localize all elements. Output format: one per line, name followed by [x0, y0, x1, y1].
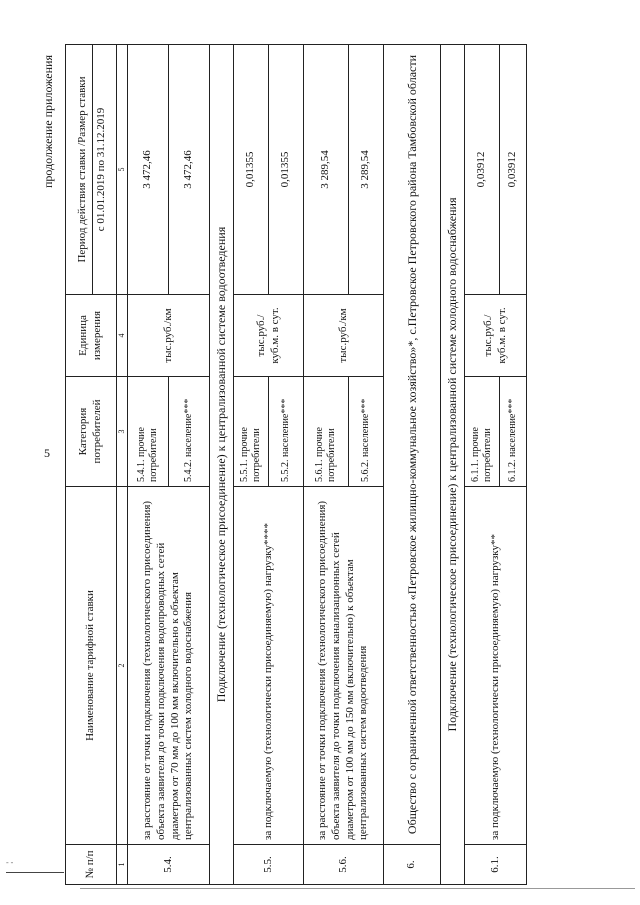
organization-name: Общество с ограниченной ответственностью «Петровское жилищно-коммунальное хозяйство»*, с.Петровское Петровского района Тамбовской области	[384, 45, 441, 845]
row-name: за подключаемую (технологически присоединяемую) нагрузку**	[465, 487, 527, 845]
row-value: 0,03912	[500, 45, 527, 295]
row-value: 3 289,54	[304, 45, 349, 295]
row-number: 6.1.	[465, 845, 527, 885]
row-unit: тыс.руб./км	[304, 295, 384, 377]
index-3: 3	[117, 377, 128, 487]
row-category: 5.5.2. население***	[269, 377, 304, 487]
row-unit: тыс.руб./ куб.м. в сут.	[234, 295, 304, 377]
row-category: 6.1.1. прочие потребители	[465, 377, 500, 487]
table-row	[128, 45, 169, 885]
scan-artifact-line	[6, 872, 64, 873]
row-value: 0,01355	[269, 45, 304, 295]
index-row	[117, 45, 128, 885]
header-num: № п/п	[66, 845, 117, 885]
row-name: за подключаемую (технологически присоединяемую) нагрузку****	[234, 487, 304, 845]
table-row	[304, 45, 349, 885]
index-4: 4	[117, 295, 128, 377]
row-value: 0,03912	[465, 45, 500, 295]
index-5: 5	[117, 45, 128, 295]
header-name: Наименование тарифной ставки	[66, 487, 117, 845]
organization-row	[384, 45, 441, 885]
row-unit: тыс.руб./км	[128, 295, 210, 377]
row-category: 5.4.1. прочие потребители	[128, 377, 169, 487]
section-row	[441, 45, 465, 885]
row-name: за расстояние от точки подключения (технологического присоединения) объекта заявителя до точки подключения водопроводных сетей диаметром от 70 мм до 100 мм включительно к объектам централизованных систем холодного водоснабжения	[128, 487, 210, 845]
tariff-table	[65, 44, 527, 885]
section-title-drainage: Подключение (технологическое присоединение) к централизованной системе водоотведения	[210, 45, 234, 885]
row-name: за расстояние от точки подключения (технологического присоединения) объекта заявителя до точки подключения канализационных сетей диаметром от 100 мм до 150 мм (включительно) к объектам централизованных систем водоотведения	[304, 487, 384, 845]
index-2: 2	[117, 487, 128, 845]
section-row	[210, 45, 234, 885]
row-unit: тыс.руб./ куб.м. в сут.	[465, 295, 527, 377]
row-value: 3 472,46	[169, 45, 210, 295]
row-category: 5.4.2. население***	[169, 377, 210, 487]
continuation-caption: продолжение приложения	[41, 55, 55, 188]
rotated-tariff-sheet	[41, 45, 575, 885]
row-number: 5.6.	[304, 845, 384, 885]
index-1: 1	[117, 845, 128, 885]
scan-bottom-line	[80, 888, 635, 889]
header-period-range: с 01.01.2019 по 31.12.2019	[92, 45, 109, 294]
section-title-water: Подключение (технологическое присоединение) к централизованной системе холодного водоснабжения	[441, 45, 465, 885]
row-category: 5.5.1. прочие потребители	[234, 377, 269, 487]
row-value: 3 472,46	[128, 45, 169, 295]
table-row	[465, 45, 500, 885]
header-row	[66, 45, 117, 885]
header-period	[66, 45, 117, 295]
row-number: 6.	[384, 845, 441, 885]
scan-artifact: - -	[6, 858, 14, 867]
header-period-label: Период действия ставки /Размер ставки	[75, 76, 88, 263]
table-row	[234, 45, 269, 885]
row-value: 0,01355	[234, 45, 269, 295]
row-number: 5.4.	[128, 845, 210, 885]
page-number: 5	[44, 446, 50, 460]
row-category: 5.6.2. население***	[349, 377, 384, 487]
header-unit: Единица измерения	[66, 295, 117, 377]
row-category: 6.1.2. население***	[500, 377, 527, 487]
row-category: 5.6.1. прочие потребители	[304, 377, 349, 487]
row-number: 5.5.	[234, 845, 304, 885]
header-category: Категория потребителей	[66, 377, 117, 487]
row-value: 3 289,54	[349, 45, 384, 295]
